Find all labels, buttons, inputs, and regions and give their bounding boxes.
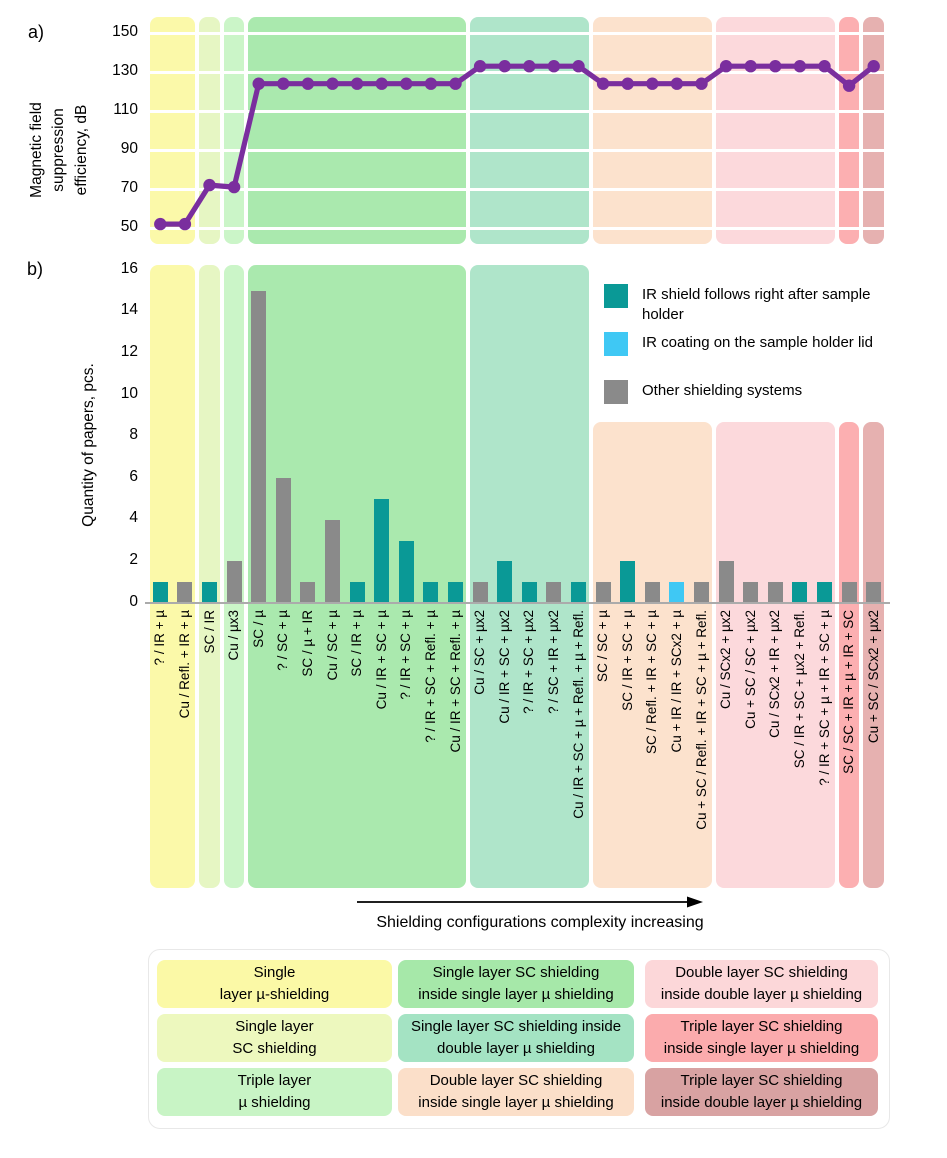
x-label-8: SC / IR + µ <box>349 610 365 677</box>
efficiency-line-plot <box>0 0 947 260</box>
legend-cell-line-2: inside single layer µ shielding <box>418 986 614 1003</box>
data-point-25 <box>769 60 781 72</box>
data-point-26 <box>794 60 806 72</box>
panel-b-tick-6: 6 <box>129 467 138 485</box>
bar-5 <box>276 478 291 603</box>
bar-2 <box>202 582 217 603</box>
panel-b-letter: b) <box>27 259 44 279</box>
bar-6 <box>300 582 315 603</box>
bar-24 <box>743 582 758 603</box>
y-title-line-2: suppression <box>50 108 68 192</box>
data-point-20 <box>646 78 658 90</box>
x-label-29: Cu + SC / SCx2 + µx2 <box>865 610 881 744</box>
data-point-8 <box>351 78 363 90</box>
legend-cell-line-2: double layer µ shielding <box>437 1040 595 1057</box>
data-point-27 <box>818 60 830 72</box>
bar-17 <box>571 582 586 603</box>
x-label-23: Cu / SCx2 + µx2 <box>718 610 734 709</box>
bar-28 <box>842 582 857 603</box>
legend-cell-line-1: Single layer SC shielding inside <box>410 1017 622 1035</box>
legend-swatch-cyan <box>604 332 628 356</box>
x-label-6: SC / µ + IR <box>299 610 315 677</box>
data-point-10 <box>400 78 412 90</box>
x-label-0: ? / IR + µ <box>152 610 168 666</box>
x-label-12: Cu / IR + SC + Refl. + µ <box>447 610 463 753</box>
panel-a-letter: a) <box>28 22 45 42</box>
legend-cell-single-layer-sc-shielding <box>157 1014 392 1062</box>
legend-cell-line-2: inside double layer µ shielding <box>660 1094 863 1111</box>
data-point-4 <box>253 78 265 90</box>
bar-1 <box>177 582 192 603</box>
bar-29 <box>866 582 881 603</box>
y-title-line-3: efficiency, dB <box>72 104 90 196</box>
x-label-20: SC / Refl. + IR + SC + µ <box>644 610 660 754</box>
legend-cell-line-2: inside single layer µ shielding <box>418 1094 614 1111</box>
legend-cell-line-2: SC shielding <box>232 1040 317 1057</box>
legend-label-cyan: IR coating on the sample holder lid <box>642 334 873 351</box>
legend-cell-double-sc-inside-double-mu <box>645 960 878 1008</box>
bar-14 <box>497 561 512 603</box>
panel-b-tick-4: 4 <box>129 509 138 527</box>
panel-b-y-axis-title: Quantity of papers, pcs. <box>80 363 97 527</box>
bar-20 <box>645 582 660 603</box>
bar-23 <box>719 561 734 603</box>
legend-cell-triple-sc-inside-double-mu <box>645 1068 878 1116</box>
data-point-16 <box>548 60 560 72</box>
panel-a-tick-90: 90 <box>120 139 138 157</box>
bar-11 <box>423 582 438 603</box>
bar-22 <box>694 582 709 603</box>
bar-10 <box>399 541 414 603</box>
data-point-7 <box>326 78 338 90</box>
x-label-17: Cu / IR + SC + µ + Refl. + µ + Refl. <box>570 610 586 819</box>
data-point-19 <box>622 78 634 90</box>
panel-b-tick-8: 8 <box>129 426 138 444</box>
legend-cell-double-sc-inside-single-mu <box>398 1068 634 1116</box>
x-label-4: SC / µ <box>250 610 266 648</box>
x-label-2: SC / IR <box>201 610 217 654</box>
efficiency-line <box>160 66 873 224</box>
bar-26 <box>792 582 807 603</box>
x-label-7: Cu / SC + µ <box>324 610 340 681</box>
data-point-2 <box>203 179 215 191</box>
data-point-6 <box>302 78 314 90</box>
legend-label-gray: Other shielding systems <box>642 382 803 399</box>
panel-b-tick-10: 10 <box>120 384 138 402</box>
x-label-24: Cu + SC / SC + µx2 <box>742 610 758 729</box>
x-label-26: SC / IR + SC + µx2 + Refl. <box>791 610 807 769</box>
data-point-5 <box>277 78 289 90</box>
data-point-29 <box>868 60 880 72</box>
x-label-3: Cu / µx3 <box>226 610 242 661</box>
legend-cell-line-1: Single <box>253 963 296 981</box>
bar-13 <box>473 582 488 603</box>
data-point-24 <box>745 60 757 72</box>
panel-b-band-single-layer-mu-shielding <box>150 265 195 888</box>
legend-cell-line-2: layer µ-shielding <box>219 986 330 1003</box>
legend-swatch-teal <box>604 284 628 308</box>
x-label-19: SC / IR + SC + µ <box>619 610 635 711</box>
bar-16 <box>546 582 561 603</box>
bar-7 <box>325 520 340 603</box>
legend-cell-line-1: Double layer SC shielding <box>429 1071 603 1089</box>
bar-9 <box>374 499 389 603</box>
panel-b-tick-2: 2 <box>129 550 138 568</box>
legend-cell-line-2: inside single layer µ shielding <box>663 1040 860 1057</box>
legend-cell-single-sc-inside-single-mu <box>398 960 634 1008</box>
panel-a-tick-110: 110 <box>113 100 138 118</box>
panel-b-tick-16: 16 <box>120 259 138 277</box>
legend-cell-line-1: Double layer SC shielding <box>675 963 848 981</box>
data-point-17 <box>572 60 584 72</box>
panel-a-tick-130: 130 <box>112 61 138 79</box>
x-label-1: Cu / Refl. + IR + µ <box>176 610 192 719</box>
x-label-25: Cu / SCx2 + IR + µx2 <box>767 610 783 738</box>
x-label-9: Cu / IR + SC + µ <box>373 610 389 710</box>
complexity-arrow-label: Shielding configurations complexity increasing <box>376 914 704 931</box>
panel-b-tick-12: 12 <box>120 342 138 360</box>
bar-15 <box>522 582 537 603</box>
x-label-10: ? / IR + SC + µ <box>398 610 414 700</box>
legend-label-teal: IR shield follows right after sample holder <box>642 286 871 323</box>
data-point-22 <box>695 78 707 90</box>
x-label-14: Cu / IR + SC + µx2 <box>496 610 512 724</box>
data-point-12 <box>449 78 461 90</box>
bar-3 <box>227 561 242 603</box>
panel-b-tick-0: 0 <box>129 592 138 610</box>
panel-a-tick-50: 50 <box>120 217 138 235</box>
bar-27 <box>817 582 832 603</box>
legend-cell-line-1: Single layer <box>235 1017 314 1035</box>
data-point-1 <box>179 218 191 230</box>
bar-8 <box>350 582 365 603</box>
legend-swatch-gray <box>604 380 628 404</box>
legend-cell-line-2: inside double layer µ shielding <box>660 986 863 1003</box>
y-title-line-1: Magnetic field <box>28 102 45 198</box>
data-point-15 <box>523 60 535 72</box>
legend-cell-single-layer-mu-shielding <box>157 960 392 1008</box>
x-label-18: SC / SC + µ <box>595 610 611 682</box>
legend-cell-line-1: Triple layer SC shielding <box>680 1071 843 1089</box>
x-label-28: SC / SC + IR + µ + IR + SC <box>841 610 857 774</box>
x-label-13: Cu / SC + µx2 <box>472 610 488 695</box>
panel-b-x-axis-line <box>145 602 890 605</box>
data-point-11 <box>425 78 437 90</box>
panel-a-tick-70: 70 <box>120 178 138 196</box>
bar-19 <box>620 561 635 603</box>
legend-cell-line-1: Triple layer <box>237 1071 312 1089</box>
x-label-15: ? / IR + SC + µx2 <box>521 610 537 714</box>
data-point-3 <box>228 181 240 193</box>
data-point-0 <box>154 218 166 230</box>
data-point-23 <box>720 60 732 72</box>
panel-b-tick-14: 14 <box>120 301 138 319</box>
data-point-13 <box>474 60 486 72</box>
data-point-14 <box>499 60 511 72</box>
bar-25 <box>768 582 783 603</box>
x-label-21: Cu + IR / IR + SCx2 + µ <box>668 610 684 753</box>
data-point-21 <box>671 78 683 90</box>
data-point-28 <box>843 80 855 92</box>
x-label-22: Cu + SC / Refl. + IR + SC + µ + Refl. <box>693 610 709 830</box>
data-point-18 <box>597 78 609 90</box>
legend-cell-line-2: µ shielding <box>238 1094 311 1111</box>
bar-0 <box>153 582 168 603</box>
bar-21 <box>669 582 684 603</box>
legend-cell-triple-sc-inside-single-mu <box>645 1014 878 1062</box>
x-label-5: ? / SC + µ <box>275 610 291 671</box>
x-label-11: ? / IR + SC + Refl. + µ <box>422 610 438 743</box>
legend-cell-triple-layer-mu-shielding <box>157 1068 392 1116</box>
legend-cell-single-sc-inside-double-mu <box>398 1014 634 1062</box>
bar-18 <box>596 582 611 603</box>
legend-cell-line-1: Triple layer SC shielding <box>680 1017 843 1035</box>
data-point-9 <box>376 78 388 90</box>
legend-cell-line-1: Single layer SC shielding <box>432 963 600 981</box>
panel-b-band-single-layer-sc-shielding <box>199 265 220 888</box>
panel-a-tick-150: 150 <box>112 22 138 40</box>
x-label-27: ? / IR + SC + µ + IR + SC + µ <box>816 610 832 786</box>
bar-4 <box>251 291 266 603</box>
bar-12 <box>448 582 463 603</box>
x-label-16: ? / SC + IR + µx2 <box>545 610 561 714</box>
